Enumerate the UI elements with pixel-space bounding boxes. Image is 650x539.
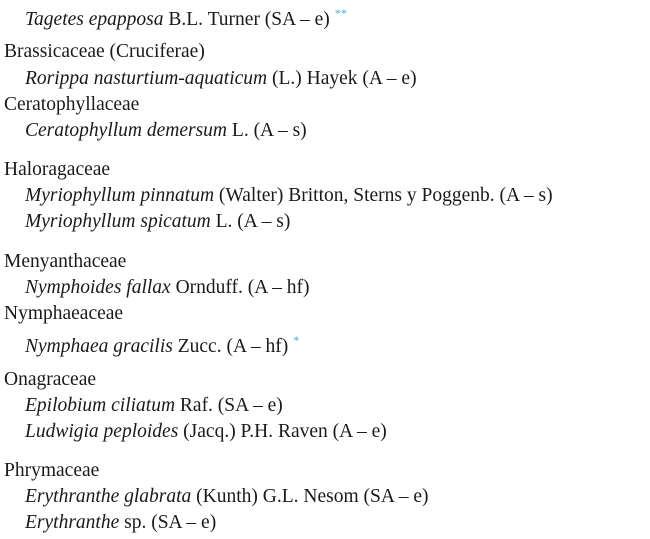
family-heading-phrymaceae: Phrymaceae xyxy=(4,460,100,481)
species-entry-nymphaea xyxy=(25,327,300,357)
species-name: Myriophyllum spicatum xyxy=(25,211,211,232)
species-author: Raf. (SA – e) xyxy=(175,395,283,416)
species-author: Ornduff. (A – hf) xyxy=(170,277,310,298)
species-author: (Jacq.) P.H. Raven (A – e) xyxy=(178,421,387,442)
species-author: (Kunth) G.L. Nesom (SA – e) xyxy=(191,486,429,507)
species-author: (Walter) Britton, Sterns y Poggenb. (A – s) xyxy=(214,185,553,206)
species-entry-tagetes-epapposa xyxy=(25,0,347,30)
family-heading-nymphaeaceae: Nymphaeaceae xyxy=(4,303,124,324)
family-heading-onagraceae: Onagraceae xyxy=(4,369,97,390)
species-name: Nymphoides fallax xyxy=(25,277,171,298)
species-entry-ceratophyllum xyxy=(25,118,307,144)
species-author: sp. (SA – e) xyxy=(119,512,217,533)
species-name: Nymphaea gracilis xyxy=(25,336,173,357)
species-entry-erythranthe-glabrata xyxy=(25,484,429,510)
species-name: Myriophyllum pinnatum xyxy=(25,185,215,206)
species-author: (L.) Hayek (A – e) xyxy=(267,68,417,89)
species-entry-ludwigia xyxy=(25,419,387,445)
family-heading-haloragaceae: Haloragaceae xyxy=(4,159,111,180)
family-heading-menyanthaceae: Menyanthaceae xyxy=(4,251,127,272)
species-author: B.L. Turner (SA – e) xyxy=(163,9,330,30)
species-name: Ludwigia peploides xyxy=(25,421,179,442)
species-name: Tagetes epapposa xyxy=(25,9,164,30)
species-entry-myriophyllum-spicatum xyxy=(25,209,290,235)
family-heading-ceratophyllaceae: Ceratophyllaceae xyxy=(4,94,140,115)
species-author: L. (A – s) xyxy=(210,211,291,232)
species-name: Ceratophyllum demersum xyxy=(25,120,228,141)
asterisk-marker-icon: ** xyxy=(334,6,347,20)
species-entry-rorippa xyxy=(25,66,417,92)
species-author: L. (A – s) xyxy=(227,120,307,141)
species-author: Zucc. (A – hf) xyxy=(172,336,289,357)
species-entry-epilobium xyxy=(25,393,283,419)
family-heading-brassicaceae: Brassicaceae (Cruciferae) xyxy=(4,41,205,62)
species-name: Erythranthe glabrata xyxy=(25,486,192,507)
species-entry-nymphoides xyxy=(25,275,310,301)
species-entry-myriophyllum-pinnatum xyxy=(25,183,553,209)
species-name: Rorippa nasturtium-aquaticum xyxy=(25,68,268,89)
species-name: Erythranthe xyxy=(25,512,120,533)
species-name: Epilobium ciliatum xyxy=(25,395,176,416)
species-entry-erythranthe-sp xyxy=(25,510,216,536)
asterisk-marker-icon: * xyxy=(293,333,300,347)
